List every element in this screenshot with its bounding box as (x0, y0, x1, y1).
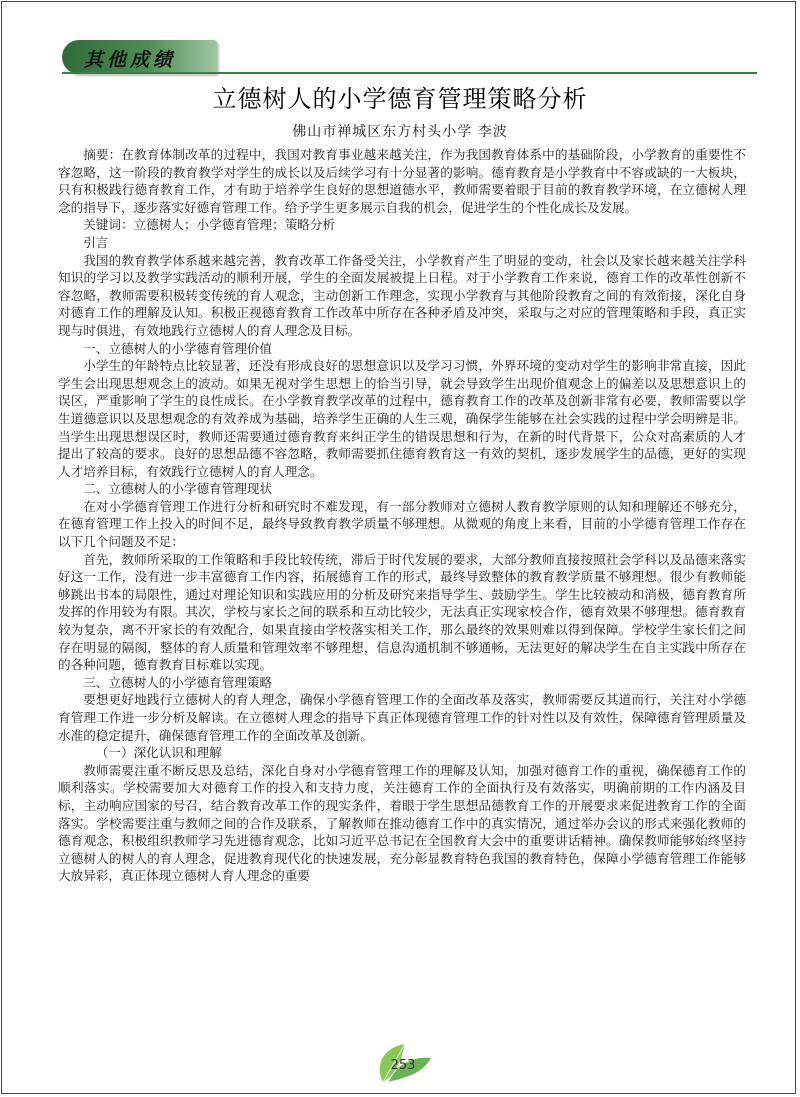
subsection-heading: （一）深化认识和理解 (95, 745, 222, 761)
section-heading: 一、立德树人的小学德育管理价值 (83, 340, 273, 356)
body-paragraph: 教师需要注重不断反思及总结，深化自身对小学德育管理工作的理解及认知，加强对德育工作的重视，确保德育工作的顺利落实。学校需要加大对德育工作的投入和支持力度，关注德育工作的全面执行及有效落实，明确前期的工作内涵及目标，主动响应国家的号召，结合教育改革工作的现实条件，着眼于学生思想品德教育工作的开展要求来促进教育工作的全面落实。学校需要注重与教师之间的合作及联系，了解教师在推动德育工作中的真实情况，通过举办会议的形式来强化教师的德育观念，积极组织教师学习先进德育观念，比如习近平总书记在全国教育大会中的重要讲话精神。确保教师能够始终坚持立德树人的树人的育人理念，促进教育现代化的快速发展，充分彰显教育特色我国的教育特色，保障小学德育管理工作能够大放异彩，真正体现立德树人育人理念的重要 (58, 762, 746, 884)
article-byline: 佛山市禅城区东方村头小学 李波 (292, 124, 508, 140)
body-paragraph: 小学生的年龄特点比较显著，还没有形成良好的思想意识以及学习习惯，外界环境的变动对学生的影响非常直接，因此学生会出现思想观念上的波动。如果无视对学生思想上的恰当引导，就会导致学生出现价值观念上的偏差以及思想意识上的误区，严重影响了学生的良性成长。在小学教育教学改革的过程中，德育教育工作的改革及创新非常有必要，教师需要以学生道德意识以及思想观念的有效养成为基础，培养学生正确的人生三观，确保学生能够在社会实践的过程中学会明辨是非。当学生出现思想误区时，教师还需要通过德育教育来纠正学生的错误思想和行为，在新的时代背景下，公众对高素质的人才提出了较高的要求。良好的思想品德不容忽略，教师需要抓住德育教育这一有效的契机，逐步发展学生的品德，更好的实现人才培养目标，有效践行立德树人的育人理念。 (58, 358, 746, 479)
keywords-line: 关键词：立德树人；小学德育管理；策略分析 (83, 217, 336, 233)
article-body (58, 146, 746, 885)
header-rule (62, 72, 757, 74)
body-paragraph: 要想更好地践行立德树人的育人理念，确保小学德育管理工作的全面改革及落实，教师需要反其道而行，关注对小学德育管理工作进一步分析及解读。在立德树人理念的指导下真正体现德育管理工作的针对性以及有效性，保障德育管理质量及水准的稳定提升，确保德育管理工作的全面改革及创新。 (58, 692, 746, 743)
page-number: 253 (390, 1058, 416, 1073)
section-heading: 二、立德树人的小学德育管理现状 (83, 481, 273, 497)
section-heading: 引言 (83, 234, 109, 250)
section-tag-label: 其他成绩 (84, 49, 177, 71)
article-title: 立德树人的小学德育管理策略分析 (212, 85, 588, 113)
page-number-badge (371, 1038, 435, 1086)
abstract-paragraph: 摘要：在教育体制改革的过程中，我国对教育事业越来越关注，作为我国教育体系中的基础阶段，小学教育的重要性不容忽略，这一阶段的教育教学对学生的成长以及后续学习有十分显著的影响。德育教育是小学教育中不容或缺的一大板块，只有积极践行德育教育工作，才有助于培养学生良好的思想道德水平，教师需要着眼于目前的教育教学环境，在立德树人理念的指导下，逐步落实好德育管理工作。给予学生更多展示自我的机会，促进学生的个性化成长及发展。 (58, 147, 746, 215)
body-paragraph: 首先，教师所采取的工作策略和手段比较传统，滞后于时代发展的要求，大部分教师直接按照社会学科以及品德来落实好这一工作，没有进一步丰富德育工作内容，拓展德育工作的形式，最终导致整体的教育教学质量不够理想。很少有教师能够跳出书本的局限性，通过对理论知识和实践应用的分析及研究来指导学生、鼓励学生。学生比较被动和消极，德育教育所发挥的作用较为有限。其次，学校与家长之间的联系和互动比较少，无法真正实现家校合作，德育效果不够理想。德育教育较为复杂，离不开家长的有效配合，如果直接由学校落实相关工作，那么最终的效果则难以得到保障。学校学生家长们之间存在明显的隔阂，整体的育人质量和管理效率不够理想，信息沟通机制不够通畅，无法更好的解决学生在自主实践中所存在的各种问题，德育教育目标难以实现。 (58, 551, 746, 673)
section-heading: 三、立德树人的小学德育管理策略 (83, 674, 273, 690)
body-paragraph: 在对小学德育管理工作进行分析和研究时不难发现，有一部分教师对立德树人教育教学原则的认知和理解还不够充分，在德育管理工作上投入的时间不足，最终导致教育教学质量不够理想。从微观的角度上来看，目前的小学德育管理工作存在以下几个问题及不足： (58, 498, 746, 550)
section-tab (62, 40, 217, 74)
body-paragraph: 我国的教育教学体系越来越完善，教育改革工作备受关注，小学教育产生了明显的变动，社会以及家长越来越关注学科知识的学习以及教学实践活动的顺利开展，学生的全面发展被提上日程。对于小学教育工作来说，德育工作的改革性创新不容忽略，教师需要积极转变传统的育人观念，主动创新工作理念，实现小学教育与其他阶段教育之间的有效衔接，深化自身对德育工作的理解及认知。积极正视德育教育工作改革中所存在各种矛盾及冲突，采取与之对应的管理策略和手段，真正实现与时俱进，有效地践行立德树人的育人理念及目标。 (58, 252, 746, 338)
